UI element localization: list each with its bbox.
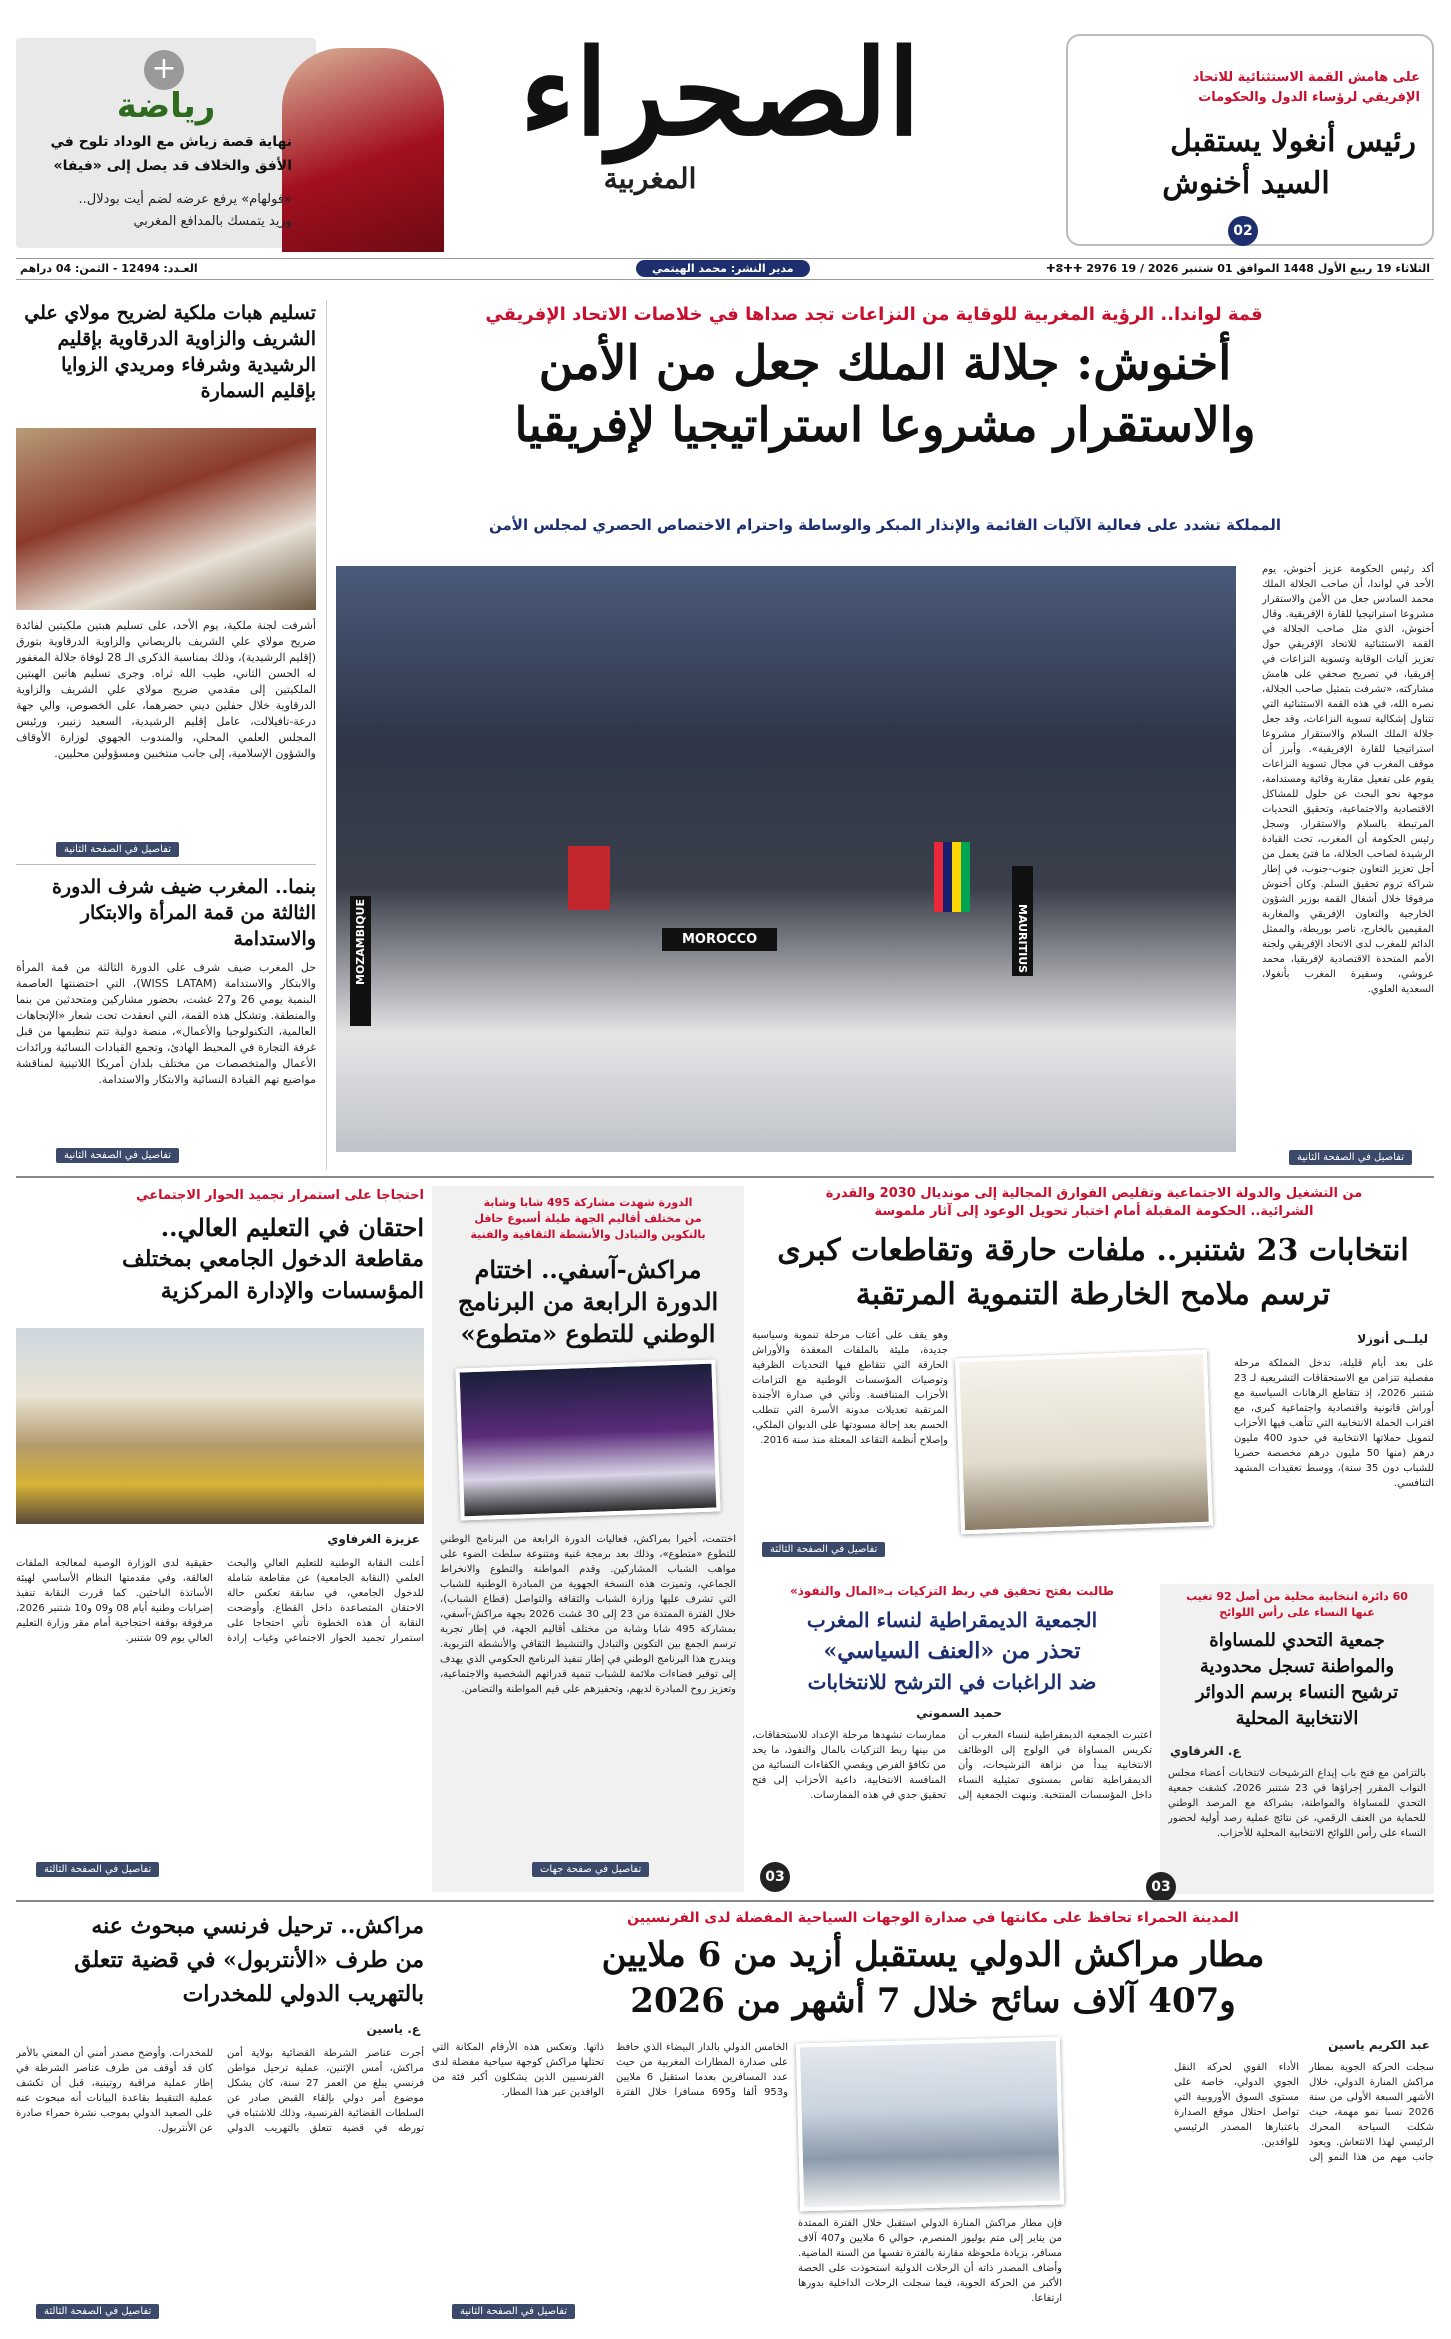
challenge-body: بالتزامن مع فتح باب إيداع الترشيحات لانتخابات أعضاء مجلس النواب المقرر إجراؤها في 23 شتنبر 2026، كشفت جمعية التحدي للمساواة والمواطنة، بشراكة مع المرصد الوطني للحماية من العنف الرقمي، عن نتائج عملية رصد أولية لحضور النساء على رأس اللوائح الانتخابية المحلية للأحزاب. [1168,1768,1426,1839]
flag-morocco [568,846,610,910]
challenge-headline-4[interactable]: الانتخابية المحلية [1235,1708,1359,1729]
airport-body-2: فإن مطار مراكش المنارة الدولي استقبل خلال الفترة الممتدة من يناير إلى متم يوليوز المنصرم، حوالي 6 ملايين و407 آلاف مسافر، بزيادة ملحوظة مقارنة بالفترة نفسها من السنة الماضية. وأضاف المصدر ذاته أن الرحلات الدولية استحوذت على الحصة الأكبر من الحركة الجوية، فيما سجلت الرحلات الداخلية بدورها ارتفاعا. [798,2218,1062,2304]
masthead [0,0,1451,262]
promo-title-2: السيد أخنوش [1162,166,1330,201]
promo-kicker-2: الإفريقي لرؤساء الدول والحكومات [1198,90,1420,105]
promo-line-3: «فولهام» يرفع عرضه لضم أيت بودلال.. [78,192,292,207]
volunteer-headline-1[interactable]: مراكش-آسفي.. اختتام [474,1255,702,1284]
lead-more[interactable]: تفاصيل في الصفحة الثانية [1289,1150,1412,1165]
left-column [16,300,316,1170]
airport-story [432,1910,1434,2330]
airport-byline: عبد الكريم ياسين [1328,2038,1430,2052]
elections-kicker-2: الشرائية.. الحكومة المقبلة أمام اختبار تحويل الوعود إلى آثار ملموسة [874,1204,1314,1219]
airport-kicker: المدينة الحمراء تحافظ على مكانتها في صدارة الوجهات السياحية المفضلة لدى الفرنسيين [627,1910,1239,1926]
nameplate-mozambique: MOZAMBIQUE [350,896,371,1026]
challenge-headline-2[interactable]: والمواطنة تسجل محدودية [1199,1656,1395,1677]
elections-body-1: على بعد أيام قليلة، تدخل المملكة مرحلة مفصلية تتزامن مع الاستحقاقات التشريعية لـ 23 شتنبر 2026، إذ تتقاطع الرهانات السياسية مع أوراش قانونية واقتصادية واجتماعية كبرى، مع اقتراب الحملة الانتخابية التي تتأهب فيها الأحزاب لتمويل حملاتها الانتخابية في حدود 400 مليون درهم (منها 50 مليون درهم مخصصة حصريا للشباب دون 35 سنة)، ووسط تعقيدات المشهد التنافسي. [1234,1358,1434,1489]
headline-promo[interactable] [1066,34,1434,246]
elections-story [752,1186,1434,1578]
lead-body: أكد رئيس الحكومة عزيز أخنوش، يوم الأحد في لواندا، أن صاحب الجلالة الملك محمد السادس جعل من الأمن والاستقرار مشروعا استراتيجيا للقارة الإفريقية. وقال أخنوش، الذي مثل صاحب الجلالة في القمة الاستثنائية للاتحاد الإفريقي حول تعزيز آليات الوقاية وتسوية النزاعات في إفريقيا، في تصريح صحفي على هامش مشاركته، «تشرفت بتمثيل صاحب الجلالة، نصره الله، في هذه القمة الاستثنائية التي تتناول إشكالية تسوية النزاعات، وقد جعل جلالة الملك السلام والاستقرار مشروعا استراتيجيا للقارة الإفريقية». وأبرز أن موقف المغرب في مجال تسوية النزاعات يقوم على تفعيل مقاربة وقائية ومستدامة، موجهة نحو البحث عن حلول للمشاكل الاقتصادية والاجتماعية، وتحقيق التحديات المرتبطة بالسلام والاستقرار. وسجل رئيس الحكومة أن المغرب، تحت القيادة الرشيدة لصاحب الجلالة، ما فتئ يعمل من أجل تعزيز التعاون جنوب-جنوب، في إطار شراكة تروم تحقيق السلم. وكان أخنوش مرفوقا خلال أشغال القمة بوزير الشؤون الخارجية والتعاون الإفريقي والمغاربة المقيمين بالخارج، ناصر بوريطة، والممثل الدائم للمغرب لدى الاتحاد الإفريقي ولجنة الأمم المتحدة الاقتصادية لإفريقيا، محمد عروشي، وسفيرة المغرب بأنغولا، السعدية العلوي. [1262,564,1434,995]
women-assoc-headline-3[interactable]: ضد الراغبات في الترشح للانتخابات [807,1670,1097,1694]
higher-ed-kicker: احتجاجا على استمرار تجميد الحوار الاجتماعي [136,1188,424,1203]
panama-headline[interactable]: بنما.. المغرب ضيف شرف الدورة الثالثة من قمة المرأة والابتكار والاستدامة [51,876,316,950]
higher-ed-headline-3[interactable]: المؤسسات والإدارة المركزية [160,1278,424,1304]
women-assoc-body: اعتبرت الجمعية الديمقراطية لنساء المغرب أن تكريس المساواة في الولوج إلى الوظائف الانتخابية يبدأ من نزاهة الترشيحات، وأن الديمقراطية تقاس بمستوى تمثيلية النساء داخل المؤسسات المنتخبة. ونبهت الجمعية إلى ممارسات تشهدها مرحلة الإعداد للاستحقاقات، من بينها ربط التزكيات بالمال والنفوذ، ما يحد من تكافؤ الفرص ويقصي الكفاءات النسائية من المنافسة الانتخابية، داعية الأحزاب إلى فتح تحقيق جدي في هذه الممارسات. [752,1730,1152,1801]
column-rule [326,300,327,1170]
volunteer-headline-2[interactable]: الدورة الرابعة من البرنامج [457,1287,719,1316]
elections-kicker-1: من التشغيل والدولة الاجتماعية وتقليص الفوارق المجالية إلى مونديال 2030 والقدرة [825,1186,1363,1201]
lead-subtitle: المملكة تشدد على فعالية الآليات القائمة والإنذار المبكر والوساطة واحترام الاختصاص الحصري لمجلس الأمن [489,516,1281,534]
volunteer-kicker-1: الدورة شهدت مشاركة 495 شابا وشابة [483,1196,693,1209]
sports-promo[interactable] [16,30,444,252]
promo-title-1: رئيس أنغولا يستقبل [1170,124,1416,159]
women-association-story [752,1584,1152,1894]
extradition-more[interactable]: تفاصيل في الصفحة الثالثة [36,2304,159,2319]
lead-headline-1[interactable]: أخنوش: جلالة الملك جعل من الأمن [538,336,1232,391]
panama-body: حل المغرب ضيف شرف على الدورة الثالثة من قمة المرأة والابتكار والاستدامة (WISS LATAM)، التي احتضنتها العاصمة البنمية يومي 26 و27 غشت، بحضور مشاركين ومتحدثين من بنما والمنطقة. وتشكل هذه القمة، التي انعقدت تحت شعار «الإتجاهات العالمية، التكنولوجيا والأعمال»، منصة دولية تتم تنظيمها من قبل غرفة التجارة في المحيط الهادئ، وتجمع القيادات النسائية ورائدات الأعمال والمتخصصات من مختلف بلدان أمريكا اللاتينية لمناقشة مواضيع تهم القيادة النسائية والابتكار والاستدامة. [16,961,316,1086]
promo-line-4: وريد يتمسك بالمدافع المغربي [133,214,292,229]
info-bar [16,258,1434,280]
higher-ed-byline: عزيزة الغرفاوي [327,1532,420,1546]
higher-ed-body: أعلنت النقابة الوطنية للتعليم العالي والبحث العلمي (النقابة الجامعية) عن مقاطعة شاملة للدخول الجامعي، في سابقة تعكس حالة الاحتقان المتصاعدة داخل القطاع. وأوضحت النقابة أن هذه الخطوة تأتي احتجاجا على استمرار تجميد الحوار الاجتماعي وغياب إرادة حقيقية لدى الوزارة الوصية لمعالجة الملفات العالقة، وفي مقدمتها النظام الأساسي لهيئة الأساتذة الباحثين. كما قررت النقابة تنفيذ إضرابات وطنية أيام 08 و09 و10 شتنبر 2026، مرفوقة بوقفة احتجاجية أمام مقر وزارة التعليم العالي يوم 09 شتنبر. [16,1558,424,1644]
elections-byline: ليلــى أنوزلا [1357,1332,1428,1346]
issue-number-price: العـدد: 12494 - الثمن: 04 دراهم [20,262,198,275]
challenge-association-story [1151,1584,1434,1895]
higher-ed-more[interactable]: تفاصيل في الصفحة الثالثة [36,1862,159,1877]
lead-headline-2[interactable]: والاستقرار مشروعا استراتيجيا لإفريقيا [514,398,1256,453]
higher-ed-story [16,1186,424,1892]
plus-icon: + [144,50,184,90]
divider [16,864,316,865]
airport-terminal-photo [796,2037,1064,2212]
extradition-byline: ع. ياسين [366,2022,420,2036]
challenge-kicker-2: عنها النساء على رأس اللوائح [1219,1606,1375,1619]
royal-ceremony-photo [16,428,316,610]
women-assoc-headline-1[interactable]: الجمعية الديمقراطية لنساء المغرب [806,1608,1098,1632]
section-divider [16,1176,1434,1178]
promo-line-1: نهاية قصة زياش مع الوداد تلوح في [50,134,292,150]
nameplate-morocco: MOROCCO [662,928,777,951]
challenge-byline: ع. الغرفاوي [1170,1744,1241,1758]
women-assoc-page-badge: 03 [760,1862,790,1892]
royal-gifts-more[interactable]: تفاصيل في الصفحة الثانية [56,842,179,857]
extradition-story [16,1910,424,2330]
nameplate-mauritius: MAURITIUS [1012,866,1033,976]
volunteer-story [432,1186,744,1892]
elections-headline-1[interactable]: انتخابات 23 شتنبر.. ملفات حارقة وتقاطعات كبرى [777,1233,1409,1268]
newspaper-logo[interactable] [440,18,1000,228]
extradition-body: أجرت عناصر الشرطة القضائية بولاية أمن مراكش، أمس الإثنين، عملية ترحيل مواطن فرنسي يبلغ من العمر 27 سنة، كان يشكل موضوع أمر دولي بإلقاء القبض صادر عن السلطات القضائية الفرنسية، وذلك للاشتباه في تورطه في قضية تتعلق بالتهريب الدولي للمخدرات. وأوضح مصدر أمني أن المعني بالأمر كان قد أوقف من طرف عناصر الشرطة في إطار عملية مراقبة روتينية، قبل أن تكشف عملية التنقيط بقاعدة البيانات أنه مبحوث عنه على الصعيد الدولي بموجب نشرة حمراء صادرة عن الأنتربول. [16,2048,424,2134]
royal-gifts-body: أشرفت لجنة ملكية، يوم الأحد، على تسليم هبتين ملكيتين لفائدة ضريح مولاي علي الشريف بالريصاني والزاوية الدرقاوية بتورق (إقليم الرشيدية)، وذلك بمناسبة الذكرى الـ 28 لوفاة جلالة المغفور له الحسن الثاني، طيب الله ثراه. وجرى تسليم هاتين الهبتين الملكيتين إلى مقدمي ضريح مولاي علي الشريف والزاوية الدرقاوية خلال حفلين ديني حضرهما، على الخصوص، والي جهة درعة-تافيلالت، عامل إقليم الرشيدية، السعيد زنيبر، ورئيس المجلس العلمي المحلي، والمندوب الجهوي لوزارة الأوقاف والشؤون الإسلامية، إلى جانب منتخبين ومسؤولين محليين. [16,619,316,760]
elections-body-2: وهو يقف على أعتاب مرحلة تنموية وسياسية جديدة، مليئة بالملفات المعقدة والأوراش الحارقة التي تتقاطع فيها التحديات الظرفية وتوصيات المؤسسات الوطنية مع التزامات الأحزاب المتنافسة. وتأتي في صدارة الأجندة المرتقبة تعديلات مدونة الأسرة التي تتطلب الحسم بعد إحالة مسودتها على الديوان الملكي، وإصلاح أنظمة التقاعد المعتلة منذ سنة 2016. [752,1330,948,1446]
logo-title: الصحراء [519,23,921,162]
logo-subtitle: المغربية [603,162,697,195]
election-posters-photo [955,1350,1213,1535]
airport-body-3: الخامس الدولي بالدار البيضاء الذي حافظ على صدارة المطارات المغربية من حيث عدد المسافرين بعدما استقبل 6 ملايين و953 ألفا و695 مسافرا خلال الفترة ذاتها. وتعكس هذه الأرقام المكانة التي تحتلها مراكش كوجهة سياحية مفضلة لدى الفرنسيين الذين يشكلون أكبر فئة من الوافدين عبر هذا المطار. [432,2042,788,2098]
airport-headline-2[interactable]: و407 آلاف سائح خلال 7 أشهر من 2026 [630,1981,1236,2021]
promo-line-2: الأفق والخلاف قد يصل إلى «فيفا» [53,158,292,174]
challenge-kicker-1: 60 دائرة انتخابية محلية من أصل 92 تغيب [1186,1590,1408,1603]
player-photo [282,48,444,252]
flag-mauritius [934,842,970,912]
women-assoc-byline: حميد السموني [916,1706,1002,1720]
royal-gifts-headline[interactable]: تسليم هبات ملكية لضريح مولاي علي الشريف والزاوية الدرقاوية بإقليم الرشيدية وشرفاء ومريدي الزوايا بإقليم السمارة [24,302,316,402]
extradition-headline-2[interactable]: من طرف «الأنتربول» في قضية تتعلق [74,1947,424,1973]
volunteer-headline-3[interactable]: الوطني للتطوع «متطوع» [460,1319,716,1348]
section-divider-2 [16,1900,1434,1902]
airport-body-1: سجلت الحركة الجوية بمطار مراكش المنارة الدولي، خلال الأشهر السبعة الأولى من سنة 2026 نسبا نمو مهمة، حيث شكلت السياحة المحرك الرئيسي لهذا الانتعاش. ويعود جانب مهم من هذا النمو إلى الأداء القوي لحركة النقل الجوي الدولي، خاصة على مستوى السوق الأوروبية التي تواصل احتلال موقع الصدارة باعتبارها المصدر الرئيسي للوافدين. [1174,2062,1434,2163]
sports-tag: رياضة [116,86,216,126]
volunteer-more[interactable]: تفاصيل في صفحة جهات [532,1862,649,1877]
issue-date: الثلاثاء 19 ربيع الأول 1448 الموافق 01 شتنبر 2026 / 19 ⵜⵓⵜⵜ 2976 [1045,262,1430,275]
elections-more[interactable]: تفاصيل في الصفحة الثالثة [762,1542,885,1557]
summit-photo [336,566,1236,1152]
volunteer-stage-photo [455,1360,720,1521]
airport-headline-1[interactable]: مطار مراكش الدولي يستقبل أزيد من 6 ملايين [601,1935,1265,1975]
volunteer-kicker-3: بالتكوين والتبادل والأنشطة الثقافية والفنية [470,1228,706,1241]
promo-kicker-1: على هامش القمة الاستثنائية للاتحاد [1192,70,1420,85]
challenge-page-badge: 03 [1146,1872,1176,1902]
extradition-headline-1[interactable]: مراكش.. ترحيل فرنسي مبحوث عنه [91,1913,424,1939]
volunteer-body: اختتمت، أخيرا بمراكش، فعاليات الدورة الرابعة من البرنامج الوطني للتطوع «متطوع»، وذلك بعد برمجة غنية ومتنوعة سلطت الضوء على مواهب الشباب المشاركين. وقدم المواطنة والتطوع والانخراط الجماعي، وتميزت هذه النسخة الجهوية من المبادرة الوطنية للشباب التي تشرف عليها وزارة الشباب والثقافة والتواصل (قطاع الشباب)، خلال الفترة الممتدة من 23 إلى 30 غشت 2026 بجهة مراكش-آسفي، بمشاركة 495 شابا وشابة من مختلف أقاليم الجهة، في إطار تجربة ترسم الجمع بين التكوين والتبادل والتنشيط الثقافي والأنشطة التربوية. ويندرج هذا البرنامج الوطني في إطار تنفيذ البرنامج الحكومي الذي يهدف إلى توفير فضاءات ملائمة للشباب تنمية قدراتهم الشخصية والاجتماعية، وتعزيز روح المبادرة لديهم، وتحفيزهم على قيم المواطنة والتضامن. [440,1534,736,1695]
challenge-headline-1[interactable]: جمعية التحدي للمساواة [1209,1630,1385,1651]
women-assoc-headline-2[interactable]: تحذر من «العنف السياسي» [823,1638,1081,1664]
page-number-badge: 02 [1228,216,1258,246]
protest-photo [16,1328,424,1524]
airport-more[interactable]: تفاصيل في الصفحة الثانية [452,2304,575,2319]
lead-story [336,300,1434,1170]
higher-ed-headline-1[interactable]: احتقان في التعليم العالي.. [160,1213,424,1242]
challenge-headline-3[interactable]: ترشيح النساء برسم الدوائر [1195,1682,1399,1703]
panama-more[interactable]: تفاصيل في الصفحة الثانية [56,1148,179,1163]
volunteer-kicker-2: من مختلف أقاليم الجهة طيلة أسبوع حافل [474,1212,702,1225]
extradition-headline-3[interactable]: بالتهريب الدولي للمخدرات [182,1981,424,2007]
lead-kicker: قمة لواندا.. الرؤية المغربية للوقاية من النزاعات تجد صداها في خلاصات الاتحاد الإفريقي [485,304,1263,325]
higher-ed-headline-2[interactable]: مقاطعة الدخول الجامعي بمختلف [121,1246,424,1272]
women-assoc-kicker: طالبت بفتح تحقيق في ربط التزكيات بـ«المال والنفوذ» [789,1584,1115,1598]
elections-headline-2[interactable]: ترسم ملامح الخارطة التنموية المرتقبة [855,1277,1331,1312]
publisher-director: مدير النشر: محمد الهيتمي [636,260,810,277]
